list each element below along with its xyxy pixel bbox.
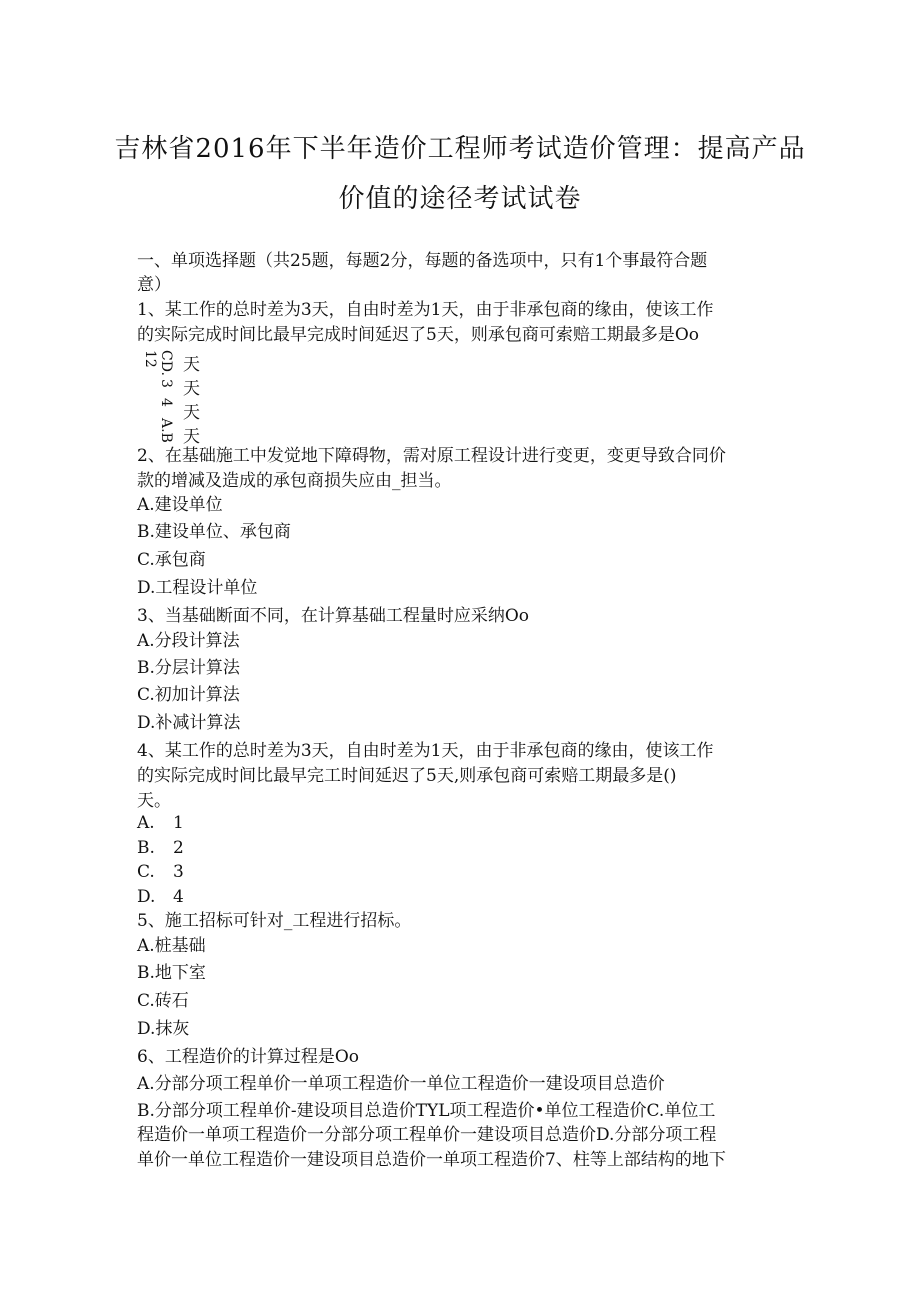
q4-option-d-value: 4	[173, 887, 184, 907]
q1-option-day-4: 天	[183, 427, 200, 447]
q5-text-line-1: 5、施工招标可针对_工程进行招标。	[137, 911, 412, 931]
q4-option-c-value: 3	[173, 862, 184, 882]
q4-option-c	[137, 861, 184, 883]
q4-option-a-value: 1	[173, 813, 184, 833]
section-heading-line-1: 一、单项选择题（共25题，每题2分，每题的备选项中，只有1个事最符合题	[137, 251, 708, 271]
q1-rotated-label-12-outer: 12	[142, 350, 158, 368]
q6-text-line-1: 6、工程造价的计算过程是Oo	[137, 1047, 359, 1067]
q4-text-line-1: 4、某工作的总时差为3天，自由时差为1天，由于非承包商的缘由，使该工作	[137, 741, 714, 761]
q1-rotated-label-4: 4	[158, 398, 174, 407]
q6-text-line-4: 程造价一单项工程造价一分部分项工程单价一建设项目总造价D.分部分项工程	[137, 1125, 717, 1145]
q1-option-day-2: 天	[183, 379, 200, 399]
document-title-line-1: 吉林省2016年下半年造价工程师考试造价管理：提高产品	[114, 134, 806, 164]
q2-option-c: C.承包商	[137, 550, 206, 570]
q1-option-day-3: 天	[183, 403, 200, 423]
document-title-line-2: 价值的途径考试试卷	[338, 184, 582, 214]
q6-text-line-5: 单价一单位工程造价一建设项目总造价一单项工程造价7、柱等上部结构的地下	[137, 1150, 726, 1170]
q4-option-d	[137, 886, 184, 908]
q1-text-line-1: 1、某工作的总时差为3天，自由时差为1天，由于非承包商的缘由，使该工作	[137, 300, 714, 320]
q2-option-b: B.建设单位、承包商	[137, 522, 291, 542]
q2-option-a: A.建设单位	[137, 495, 223, 515]
q1-option-day-1: 天	[183, 355, 200, 375]
section-heading-line-2: 意）	[137, 275, 171, 295]
q6-text-line-2: A.分部分项工程单价一单项工程造价一单位工程造价一建设项目总造价	[137, 1074, 665, 1094]
q4-option-d-key: D.	[137, 887, 156, 907]
q4-text-line-3: 天。	[137, 791, 171, 811]
q3-option-a: A.分段计算法	[137, 631, 240, 651]
q1-rotated-label-cd: CD.	[158, 350, 174, 376]
q2-text-line-2: 款的增减及造成的承包商损失应由_担当。	[137, 471, 452, 491]
q3-option-b: B.分层计算法	[137, 658, 240, 678]
q2-option-d: D.工程设计单位	[137, 578, 258, 598]
q3-option-c: C.初加计算法	[137, 685, 240, 705]
q4-text-line-2: 的实际完成时间比最早完工时间延迟了5天,则承包商可索赔工期最多是()	[137, 766, 677, 786]
q4-option-b-key: B.	[137, 838, 155, 858]
q3-option-d: D.补减计算法	[137, 713, 241, 733]
q4-option-a	[137, 812, 184, 834]
q5-option-a: A.桩基础	[137, 936, 206, 956]
q4-option-b-value: 2	[173, 838, 184, 858]
q5-option-b: B.地下室	[137, 963, 206, 983]
q5-option-c: C.砖石	[137, 991, 189, 1011]
q2-text-line-1: 2、在基础施工中发觉地下障碍物，需对原工程设计进行变更，变更导致合同价	[137, 446, 726, 466]
q1-text-line-2: 的实际完成时间比最早完成时间延迟了5天，则承包商可索赔工期最多是Oo	[137, 325, 699, 345]
q1-rotated-label-ab: A.B	[158, 418, 174, 443]
q5-option-d: D.抹灰	[137, 1019, 190, 1039]
q3-text-line-1: 3、当基础断面不同，在计算基础工程量时应采纳Oo	[137, 606, 529, 626]
q1-rotated-label-3: 3	[158, 379, 174, 388]
q4-option-c-key: C.	[137, 862, 155, 882]
q4-option-b	[137, 837, 184, 859]
q6-text-line-3: B.分部分项工程单价-建设项目总造价TYL项工程造价•单位工程造价C.单位工	[137, 1101, 716, 1121]
q4-option-a-key: A.	[137, 813, 155, 833]
